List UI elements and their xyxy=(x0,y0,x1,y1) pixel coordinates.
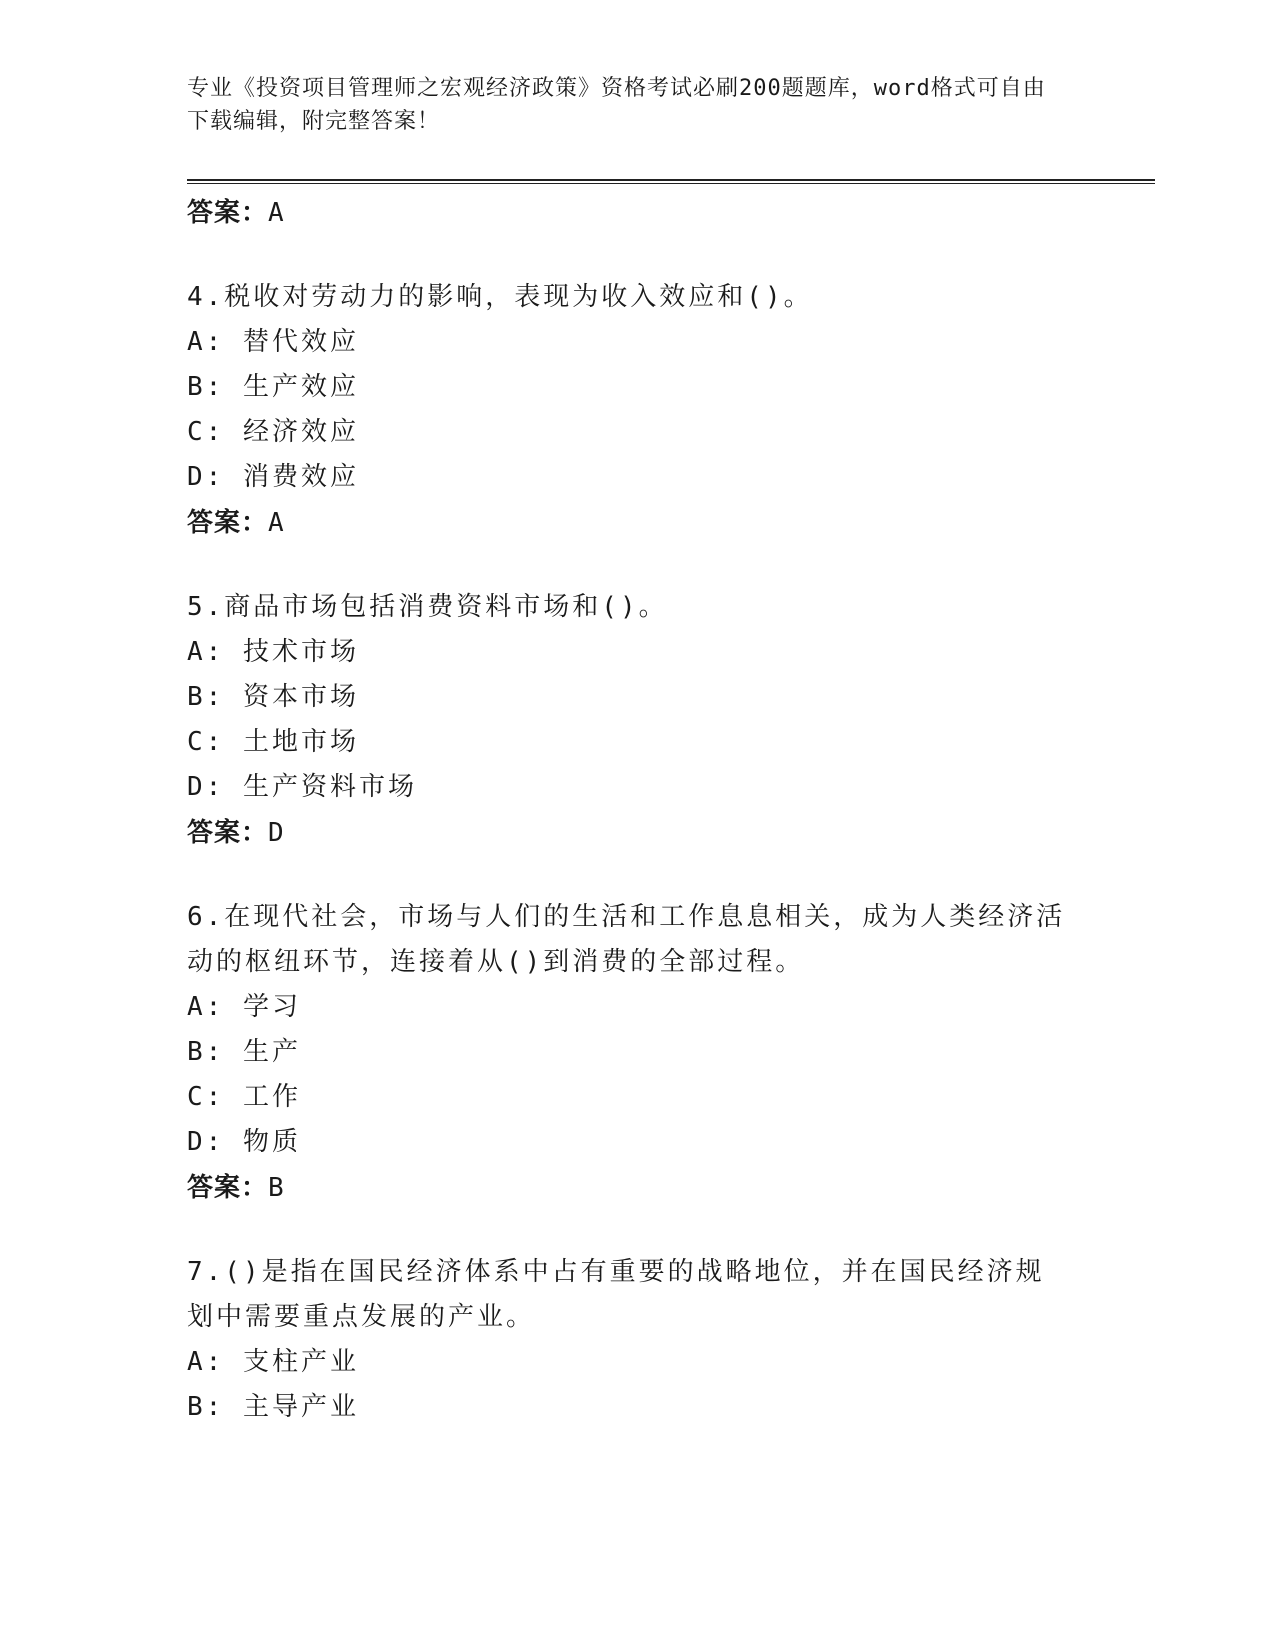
answer-label: 答案： xyxy=(187,198,269,228)
option-c: C: 工作 xyxy=(187,1082,301,1112)
option-b: B: 主导产业 xyxy=(187,1392,359,1422)
option-a: A: 替代效应 xyxy=(187,327,359,357)
header-divider-thin xyxy=(187,183,1155,184)
question-item xyxy=(187,1250,1067,1430)
question-list xyxy=(187,190,1067,1430)
question-item xyxy=(187,275,1067,546)
question-item xyxy=(187,895,1067,1211)
answer-value: A xyxy=(268,508,285,538)
question-text: 5.商品市场包括消费资料市场和()。 xyxy=(187,592,668,622)
option-b: B: 资本市场 xyxy=(187,682,359,712)
answer-value: D xyxy=(268,818,285,848)
option-b: B: 生产 xyxy=(187,1037,301,1067)
question-text: 6.在现代社会，市场与人们的生活和工作息息相关，成为人类经济活动的枢纽环节，连接着从()到消费的全部过程。 xyxy=(187,902,1066,977)
option-a: A: 技术市场 xyxy=(187,637,359,667)
answer-line xyxy=(187,1165,1067,1211)
answer-label: 答案： xyxy=(187,818,269,848)
answer-label: 答案： xyxy=(187,1173,269,1203)
option-d: D: 物质 xyxy=(187,1127,301,1157)
question-text: 4.税收对劳动力的影响，表现为收入效应和()。 xyxy=(187,282,813,312)
answer-value: A xyxy=(268,198,285,228)
answer-line xyxy=(187,500,1067,546)
option-c: C: 经济效应 xyxy=(187,417,359,447)
question-item xyxy=(187,585,1067,856)
option-c: C: 土地市场 xyxy=(187,727,359,757)
option-b: B: 生产效应 xyxy=(187,372,359,402)
answer-label: 答案： xyxy=(187,508,269,538)
answer-value: B xyxy=(268,1173,285,1203)
header-divider-thick xyxy=(187,179,1155,181)
answer-line xyxy=(187,810,1067,856)
answer-line xyxy=(187,190,1067,236)
question-text: 7.()是指在国民经济体系中占有重要的战略地位，并在国民经济规划中需要重点发展的产业。 xyxy=(187,1257,1045,1332)
option-d: D: 生产资料市场 xyxy=(187,772,417,802)
option-a: A: 支柱产业 xyxy=(187,1347,359,1377)
document-header: 专业《投资项目管理师之宏观经济政策》资格考试必刷200题题库，word格式可自由下载编辑，附完整答案！ xyxy=(187,76,1046,134)
option-d: D: 消费效应 xyxy=(187,462,359,492)
option-a: A: 学习 xyxy=(187,992,301,1022)
